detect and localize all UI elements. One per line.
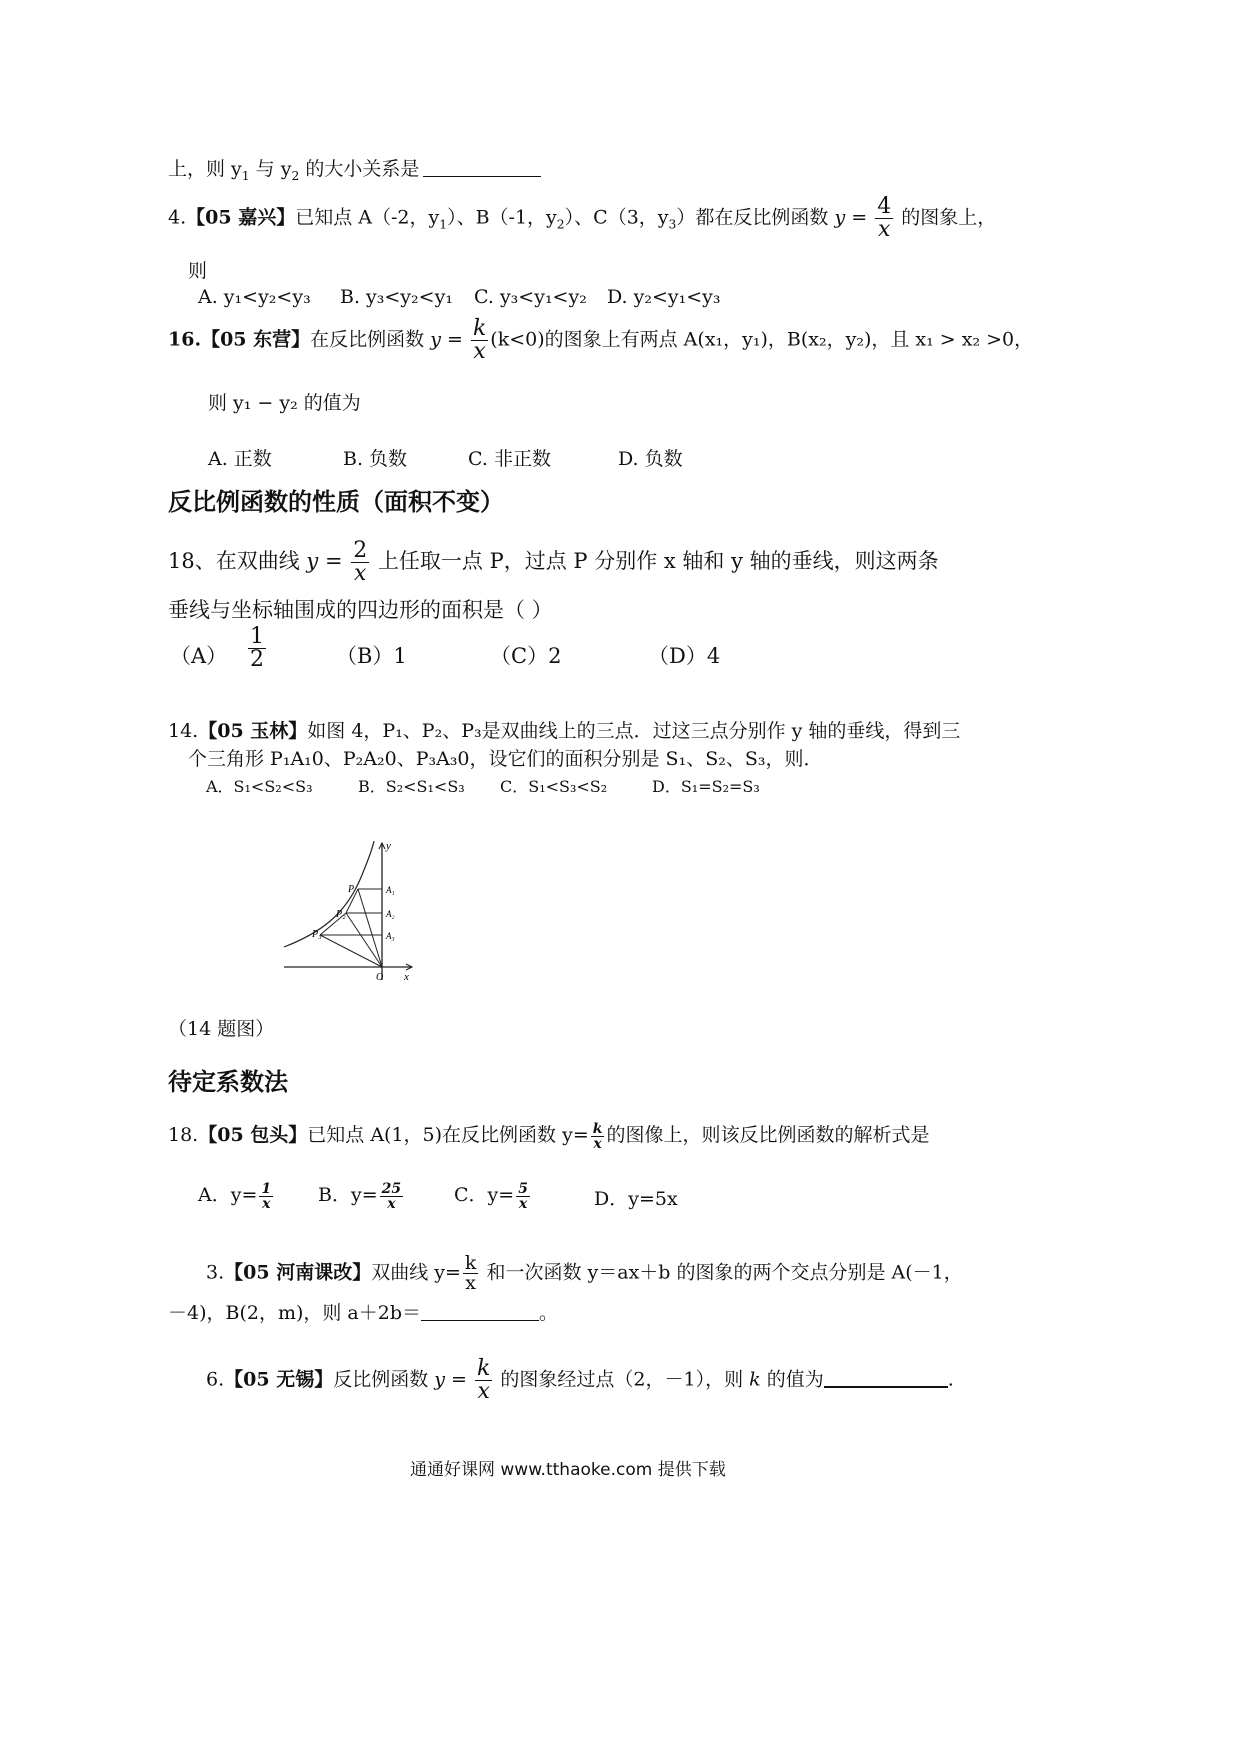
option-d: D. 负数 [618,448,683,470]
question-3: 3.【05 河南课改】双曲线 y= $\frac{k}{x}$ 和一次函数 y＝ax＋b 的图象的两个交点分别是 A(－1， [206,1252,963,1294]
option-c: C．S₁<S₃<S₂ [500,777,608,796]
option-c: （C）2 [490,644,562,668]
p-label: P [348,884,355,895]
x-label: x [404,971,409,983]
q14-options [0,774,1240,798]
segment-p1-o [358,889,382,967]
segment-p2-o [346,913,382,967]
question-16: 16.【05 东营】在反比例函数 y = $\frac{k}{x}$ (k<0)的图象上有两点 A(x₁，y₁)，B(x₂，y₂)，且 x₁ > x₂ >0， [168,316,1034,364]
y-label: y [386,840,391,852]
figure-caption: （14 题图） [168,1018,275,1040]
fraction: $\frac{k}{x}$ [472,316,487,364]
option-a: A. y₁<y₂<y₃ [198,286,311,308]
page-footer: 通通好课网 www.tthaoke.com 提供下载 [410,1460,726,1480]
option-a: （A） [170,644,228,668]
q16-line2: 则 y₁ − y₂ 的值为 [208,392,361,414]
q3-line2: －4)，B(2，m)，则 a＋2b＝ 。 [168,1302,559,1324]
option-c: C．y= $\frac{5}{x}$ [454,1180,528,1212]
option-a: A．y= $\frac{1}{x}$ [198,1180,272,1212]
question-6: 6.【05 无锡】反比例函数 y = $\frac{k}{x}$ 的图象经过点（2，－1），则 k 的值为 . [206,1356,954,1404]
answer-blank [824,1368,948,1388]
section-heading: 反比例函数的性质（面积不变） [168,488,504,516]
fraction-half: $\frac{1}{2}$ [250,624,264,672]
fraction: $\frac{k}{x}$ [477,1356,491,1404]
fraction: $\frac{4}{x}$ [877,194,892,242]
q4-options [0,286,1240,312]
line-top: 上，则 $y_1$ 与 $y_2$ 的大小关系是 [168,154,541,183]
q14-line2: 个三角形 P₁A₁0、P₂A₂0、P₃A₃0，设它们的面积分别是 S₁、S₂、S₃，则． [188,748,823,770]
fraction: $\frac{k}{x}$ [592,1120,603,1152]
option-b: B. 负数 [343,448,408,470]
answer-blank [421,1302,539,1321]
option-b: B．y= $\frac{25}{x}$ [318,1180,402,1212]
question-18a: 18、在双曲线 y = $\frac{2}{x}$ 上任取一点 P，过点 P 分别作 x 轴和 y 轴的垂线，则这两条 [168,538,939,586]
option-c: C. y₃<y₁<y₂ [474,286,587,308]
q18b-options [0,1176,1240,1216]
question-4: 4.【05 嘉兴】已知点 A（-2，$y_1$）、B（-1，$y_2$）、C（3，$y_3$）都在反比例函数 y = $\frac{4}{x}$ 的图象上， [168,194,997,242]
option-c: C. 非正数 [468,448,551,470]
option-d: D．y=5x [594,1188,678,1210]
fraction: $\frac{k}{x}$ [464,1252,477,1294]
question-14: 14.【05 玉林】如图 4，P₁、P₂、P₃是双曲线上的三点．过这三点分别作 y 轴的垂线，得到三 [168,720,961,742]
question-18b: 18.【05 包头】已知点 A(1，5)在反比例函数 y= $\frac{k}{x}$ 的图像上，则该反比例函数的解析式是 [168,1120,930,1152]
option-a: A. 正数 [208,448,272,470]
segment-p3-o [320,935,382,967]
p3-label: P₃ [312,929,322,940]
a2-label: A₂ [386,909,395,919]
option-d: （D）4 [648,644,721,668]
answer-blank [423,158,541,177]
p2-label: P₂ [336,909,346,920]
option-a: A．S₁<S₂<S₃ [206,777,313,796]
option-b: B. y₃<y₂<y₁ [340,286,453,308]
q4-line2: 则 [188,260,208,282]
a1-label: A₁ [386,885,395,895]
q18a-options [170,624,870,684]
option-d: D．S₁=S₂=S₃ [652,777,760,796]
option-d: D. y₂<y₁<y₃ [607,286,721,308]
section-heading-2: 待定系数法 [168,1068,288,1096]
q18a-line2: 垂线与坐标轴围成的四边形的面积是（ ） [168,598,553,622]
fraction: $\frac{2}{x}$ [353,538,368,586]
origin-label: O [376,972,384,983]
option-b: B．S₂<S₁<S₃ [358,777,465,796]
option-b: （B）1 [336,644,407,668]
hyperbola-figure [280,835,430,985]
q16-options [0,444,1240,470]
hyperbola-curve [284,841,374,947]
a3-label: A₃ [386,931,395,941]
